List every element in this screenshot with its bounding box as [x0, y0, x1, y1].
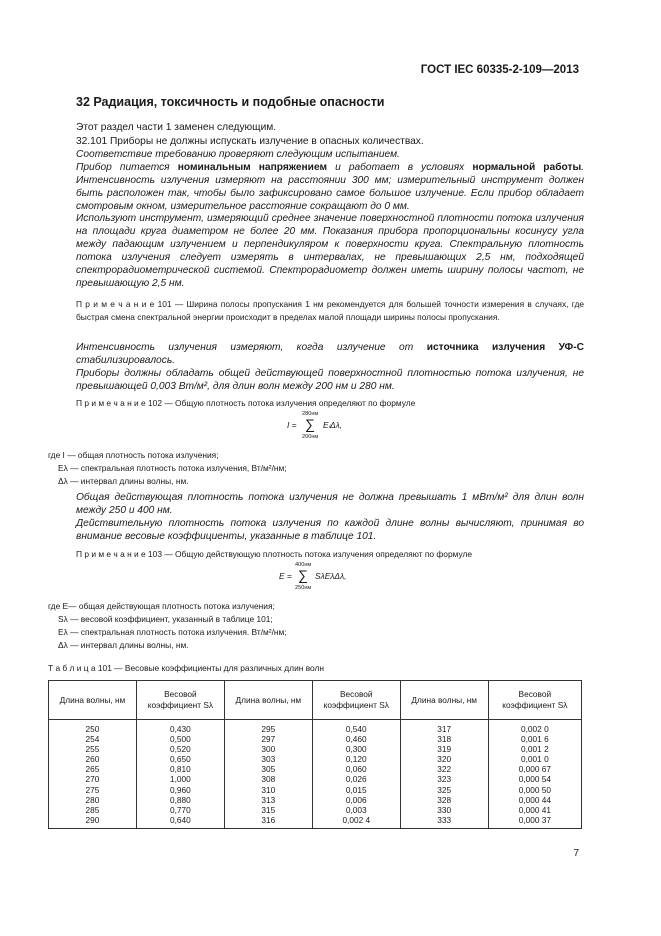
- table-cell: 0,460: [345, 734, 367, 745]
- paragraph-uvc: [76, 342, 584, 368]
- paragraph-limit-1: Приборы должны обладать общей действующей поверхностной плотностью потока излучения, не превышающей 0,003 Вт/м², для длин волн между 200 нм и 280 нм.: [76, 368, 584, 392]
- table-cell: 0,001 2: [521, 744, 549, 755]
- note-label: П р и м е ч а н и е 102: [76, 398, 162, 408]
- table-cell: 0,060: [345, 764, 367, 775]
- note-text: — Общую плотность потока излучения определяют по формуле: [162, 398, 416, 408]
- table-cell: 0,015: [345, 784, 367, 795]
- note-101: [76, 298, 584, 323]
- definition-1-1: где I — общая плотность потока излучения;: [48, 450, 219, 460]
- table-cell: 0,000 41: [518, 804, 551, 815]
- formula-2-lower-limit: 250нм: [295, 585, 312, 591]
- paragraph-32-101: 32.101 Приборы не должны испускать излучение в опасных количествах.: [76, 136, 424, 147]
- table-cell: 322: [437, 764, 452, 775]
- formula-1-rhs: EₗΔλ,: [323, 420, 343, 430]
- table-caption: Т а б л и ц а 101 — Весовые коэффициенты для различных длин волн: [48, 663, 325, 673]
- table-cell: 0,001 0: [521, 754, 549, 765]
- table-cell: 0,003: [345, 804, 367, 815]
- table-cell: 0,000 37: [518, 814, 551, 825]
- table-cell: 1,000: [170, 774, 191, 785]
- table-body-row: [49, 720, 582, 829]
- table-cell: 295: [261, 724, 276, 734]
- column-wavelength-1: [49, 720, 137, 829]
- table-cell: 285: [85, 804, 100, 815]
- formula-1-lhs: I =: [287, 420, 297, 430]
- table-cell: 308: [261, 774, 276, 785]
- note-text: — Ширина полосы пропускания 1 нм рекомендуется для большей точности измерения в случаях, где быстрая смена спектральной энергии происходит в пределах малой площади ширины полосы пропускания.: [76, 299, 584, 322]
- column-header: Длина волны, нм: [49, 681, 137, 720]
- formula-2-rhs: SλEλΔλ,: [315, 571, 347, 581]
- table-cell: 0,540: [345, 724, 367, 734]
- table-cell: 0,002 4: [342, 814, 371, 825]
- table-cell: 0,810: [170, 764, 191, 775]
- paragraph-instrument: Используют инструмент, измеряющий среднее значение поверхностной плотности потока излучения на площади круга диаметром не более 20 мм. Показания прибора пропорциональны косинусу угла между падающим излучением и перпендикуляром к поверхности круга. Спектральную плотность потока излучения следует измерять в интервалах, не превышающих 2,5 нм, подходящей спектрорадиометрической системой. Спектрорадиометр должен иметь ширину полосы частот, не превышающую 2,5 нм.: [76, 213, 584, 289]
- text-fragment: Прибор питается: [76, 162, 178, 173]
- table-cell: 316: [261, 814, 276, 825]
- note-103: [76, 548, 584, 561]
- table-cell: 0,120: [345, 754, 367, 765]
- table-cell: 0,500: [170, 734, 191, 745]
- table-cell: 0,000 54: [518, 774, 551, 785]
- note-102: [76, 397, 584, 410]
- column-header: Весовой коэффициент Sλ: [488, 681, 581, 720]
- table-cell: 290: [85, 814, 100, 825]
- table-header-row: [49, 681, 582, 720]
- table-cell: 320: [437, 754, 452, 765]
- column-header: Весовой коэффициент Sλ: [312, 681, 400, 720]
- sum-icon: ∑: [298, 567, 308, 583]
- term-normal-operation: нормальной работы: [472, 162, 582, 173]
- table-cell: 0,650: [170, 754, 191, 765]
- table-cell: 313: [261, 794, 276, 805]
- text-fragment: . Интенсивность излучения измеряют на расстоянии 300 мм; измерительный инструмент должен быть расположен так, чтобы было зафиксировано самое большое излучение. Если прибор обладает смотровым окном, измерительное расстояние сокращают до 0 мм.: [76, 162, 584, 212]
- table-cell: 315: [261, 804, 276, 815]
- table-cell: 0,000 67: [518, 764, 551, 775]
- table-cell: 317: [437, 724, 452, 734]
- definition-1-3: Δλ — интервал длины волны, нм.: [58, 476, 189, 486]
- term-uvc-source: источника излучения УФ-С: [426, 342, 584, 353]
- table-cell: 330: [437, 804, 452, 815]
- table-cell: 333: [437, 814, 452, 825]
- definition-2-2: Sλ — весовой коэффициент, указанный в таблице 101;: [58, 614, 273, 624]
- table-cell: 0,520: [170, 744, 191, 755]
- table-cell: 275: [85, 784, 100, 795]
- table-cell: 325: [437, 784, 452, 795]
- table-cell: 255: [85, 744, 100, 755]
- weighting-table: [48, 680, 582, 829]
- table-cell: 265: [85, 764, 100, 775]
- paragraph-compliance: Соответствие требованию проверяют следующим испытанием.: [76, 149, 400, 160]
- table-cell: 280: [85, 794, 100, 805]
- definition-2-1: где E— общая действующая плотность потока излучения;: [48, 601, 275, 611]
- table-cell: 254: [85, 734, 100, 745]
- table-cell: 0,880: [170, 794, 191, 805]
- note-label: П р и м е ч а н и е 101: [76, 299, 172, 309]
- table-cell: 0,300: [345, 744, 367, 755]
- column-header: Длина волны, нм: [400, 681, 488, 720]
- column-header: Длина волны, нм: [224, 681, 312, 720]
- formula-2-upper-limit: 400нм: [295, 562, 312, 568]
- column-wavelength-3: [400, 720, 488, 829]
- paragraph-intro: Этот раздел части 1 заменен следующим.: [76, 122, 277, 133]
- table-cell: 0,430: [170, 724, 191, 734]
- text-fragment: стабилизировалось.: [76, 354, 176, 366]
- paragraph-supply: [76, 162, 584, 214]
- formula-1-upper-limit: 280нм: [302, 411, 319, 417]
- note-text: — Общую действующую плотность потока излучения определяют по формуле: [162, 549, 473, 559]
- column-weight-3: [488, 720, 581, 829]
- table-cell: 0,960: [170, 784, 191, 795]
- table-cell: 250: [85, 724, 100, 734]
- term-rated-voltage: номинальным напряжением: [177, 162, 328, 173]
- table-cell: 323: [437, 774, 452, 785]
- note-label: П р и м е ч а н и е 103: [76, 549, 162, 559]
- section-heading: 32 Радиация, токсичность и подобные опасности: [76, 95, 385, 109]
- table-cell: 0,026: [345, 774, 367, 785]
- table-cell: 310: [261, 784, 276, 795]
- table-cell: 260: [85, 754, 100, 765]
- paragraph-weighting: Действительную плотность потока излучения по каждой длине волны вычисляют, принимая во внимание весовые коэффициенты, указанные в таблице 101.: [76, 518, 584, 542]
- table-cell: 305: [261, 764, 276, 775]
- definition-2-3: Eλ — спектральная плотность потока излучения. Вт/м²/нм;: [58, 627, 287, 637]
- column-weight-1: [136, 720, 224, 829]
- table-cell: 0,002 0: [521, 724, 549, 734]
- text-fragment: Интенсивность излучения измеряют, когда излучение от: [76, 342, 427, 353]
- standard-designation: ГОСТ IEC 60335-2-109—2013: [420, 64, 579, 76]
- column-weight-2: [312, 720, 400, 829]
- table-cell: 0,001 6: [521, 734, 549, 745]
- table-cell: 0,640: [170, 814, 191, 825]
- text-fragment: и работает в условиях: [327, 162, 473, 173]
- table-cell: 303: [261, 754, 276, 765]
- definition-2-4: Δλ — интервал длины волны, нм.: [58, 640, 189, 650]
- table-cell: 318: [437, 734, 452, 745]
- column-header: Весовой коэффициент Sλ: [136, 681, 224, 720]
- table-cell: 297: [261, 734, 276, 745]
- formula-1-lower-limit: 200нм: [302, 434, 319, 440]
- table-cell: 328: [437, 794, 452, 805]
- table-cell: 0,770: [170, 804, 191, 815]
- table-cell: 0,006: [345, 794, 367, 805]
- table-cell: 300: [261, 744, 276, 755]
- formula-2-lhs: E =: [279, 571, 292, 581]
- sum-icon: ∑: [305, 416, 315, 432]
- paragraph-limit-2: Общая действующая плотность потока излучения не должна превышать 1 мВт/м² для длин волн между 250 и 400 нм.: [76, 492, 584, 516]
- table-cell: 0,000 50: [518, 784, 551, 795]
- table-cell: 270: [85, 774, 100, 785]
- table-cell: 0,000 44: [518, 794, 551, 805]
- table-cell: 319: [437, 744, 452, 755]
- page-number: 7: [573, 848, 579, 859]
- definition-1-2: Eλ — спектральная плотность потока излучения, Вт/м²/нм;: [58, 463, 287, 473]
- column-wavelength-2: [224, 720, 312, 829]
